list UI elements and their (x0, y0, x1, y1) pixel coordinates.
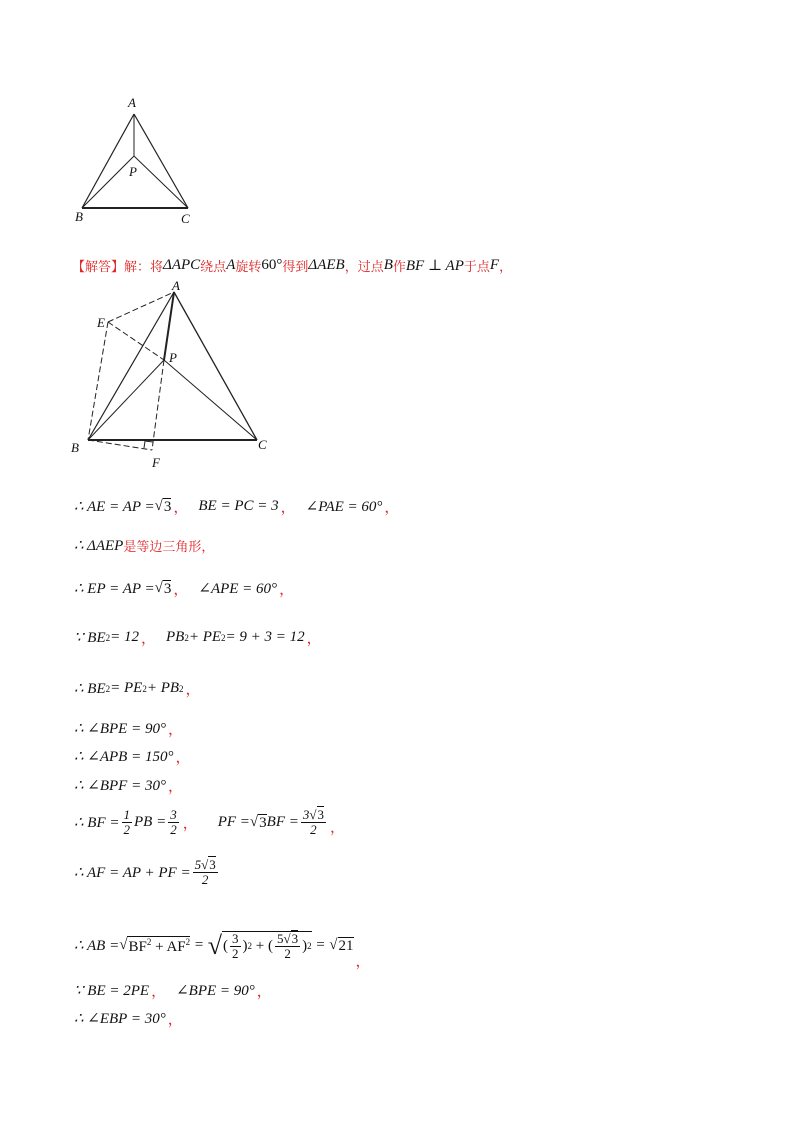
fraction: $\frac{5√3}{2}$ (277, 930, 299, 961)
triangle-figure-1 (70, 92, 200, 232)
fraction: $\frac{3√3}{2}$ (302, 807, 324, 837)
step-8: ∴ ∠BPF = 30° ， (74, 778, 183, 795)
segment-ac (134, 114, 188, 208)
label-f: F (152, 455, 160, 470)
triangle-figure-2 (66, 278, 286, 473)
fraction: $\frac{5√3}{2}$ (194, 857, 216, 887)
step-2: ∴ ΔAEP 是等边三角形， (74, 538, 215, 555)
step-5: ∴ BE 2 = PE 2 + PB 2 ， (74, 680, 201, 698)
segment-pc (164, 360, 257, 440)
step-3: ∴ EP = AP = √ 3 ， ∠APE = 60° ， (74, 580, 295, 598)
label-e: E (97, 315, 105, 330)
segment-bp (82, 156, 134, 208)
segment-ea (108, 292, 174, 322)
step-6: ∴ ∠BPE = 90° ， (74, 721, 183, 738)
label-b: B (71, 440, 79, 455)
solution-bracket: 【解答】 (72, 260, 125, 275)
step-7: ∴ ∠APB = 150° ， (74, 749, 191, 766)
label-c: C (258, 437, 267, 452)
label-p: P (169, 350, 177, 365)
solution-header: 【解答】 解：将 ΔAPC 绕点 A 旋转 60° 得到 ΔAEB ，过点 B 作 BF ⊥ AP 于点 F ， (72, 257, 513, 275)
right-angle-mark (144, 441, 153, 448)
segment-ep (108, 322, 164, 360)
step-11: ∴ AB = √ $BF^2 + AF^2$ = √ ( $\frac{3}{2}$ ) 2 + ( $\frac{5√3}{2}$ ) 2 = √ 21 ， (74, 930, 371, 970)
step-13: ∴ ∠EBP = 30° ， (74, 1011, 183, 1028)
segment-ac (174, 292, 257, 440)
segment-bf (88, 440, 152, 450)
label-b: B (75, 209, 83, 224)
label-p: P (129, 164, 137, 179)
label-a: A (172, 278, 180, 293)
segment-ab (82, 114, 134, 208)
fraction: $\frac{3}{2}$ (232, 930, 239, 961)
fraction: $\frac{3}{2}$ (170, 807, 177, 837)
segment-cp (134, 156, 188, 208)
step-10: ∴ AF = AP + PF = $\frac{5√3}{2}$ (74, 857, 216, 887)
label-a: A (128, 95, 136, 110)
fraction: $\frac{1}{2}$ (123, 807, 130, 837)
step-9: ∴ BF = $\frac{1}{2}$ PB = $\frac{3}{2}$ ， PF = √ 3 BF = $\frac{3√3}{2}$ ， (74, 807, 346, 837)
label-c: C (181, 211, 190, 226)
step-1: ∴ AE = AP = √ 3 ， BE = PC = 3 ， ∠PAE = 60° ， (74, 498, 400, 516)
step-12: ∵ BE = 2PE ， ∠BPE = 90° ， (74, 983, 272, 1000)
segment-pf (152, 360, 164, 450)
step-4: ∵ BE 2 = 12 ， PB 2 + PE 2 = 9 + 3 = 12 ， (74, 629, 322, 647)
